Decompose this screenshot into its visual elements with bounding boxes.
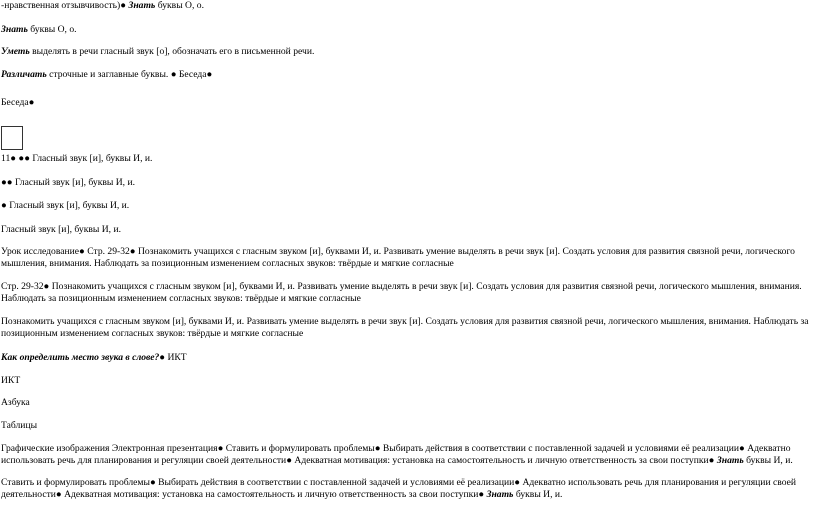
- bold-italic-text: Знать: [486, 488, 514, 500]
- text-paragraph: Урок исследование● Стр. 29-32● Познакомить учащихся с гласным звуком [и], буквами И, и. Развивать умение выделять в речи звук [и]. Создать условия для развития связной речи, логического мышления, внимания. Наблюдать за позиционным изменением согласных звуков: твёрдые и мягкие согласные: [1, 246, 795, 269]
- text-line: [1, 352, 187, 364]
- bold-italic-text: Уметь: [1, 46, 30, 57]
- text: Графические изображения Электронная презентация● Ставить и формулировать проблемы● Выбирать действия в соответствии с поставленной задачей и условиями её реализации● Адекватно использовать речь для планирования и регуляции своей деятельности● Адекватная мотивация: установка на самостоятельность и личную ответственность за свои поступки●: [1, 443, 791, 466]
- bold-italic-text: Знать: [128, 0, 156, 11]
- bold-italic-text: Знать: [716, 454, 744, 466]
- text: буквы И, и.: [743, 454, 793, 466]
- text-line: Гласный звук [и], буквы И, и.: [1, 224, 122, 235]
- text-line: [1, 69, 212, 81]
- text-paragraph: Стр. 29-32● Познакомить учащихся с гласным звуком [и], буквами И, и. Развивать умение выделять в речи звук [и]. Создать условия для развития связной речи, логического мышления, внимания. Наблюдать за позиционным изменением согласных звуков: твёрдые и мягкие согласные: [1, 281, 802, 304]
- text-line: ●● Гласный звук [и], буквы И, и.: [1, 177, 136, 188]
- text: буквы И, и.: [513, 488, 563, 500]
- text-line: Беседа●: [1, 97, 35, 108]
- text-line: ИКТ: [1, 375, 21, 386]
- text-line: ● Гласный звук [и], буквы И, и.: [1, 200, 130, 211]
- text: строчные и заглавные буквы. ● Беседа●: [46, 69, 213, 80]
- text-line: 11● ●● Гласный звук [и], буквы И, и.: [1, 153, 153, 164]
- text-line: Таблицы: [1, 420, 38, 431]
- text-line: [1, 46, 314, 58]
- text-paragraph: Познакомить учащихся с гласным звуком [и], буквами И, и. Развивать умение выделять в речи звук [и]. Создать условия для развития связной речи, логического мышления, внимания. Наблюдать за позиционным изменением согласных звуков: твёрдые и мягкие согласные: [1, 316, 809, 339]
- empty-frame: [1, 126, 23, 150]
- text-line: Азбука: [1, 397, 30, 408]
- text: буквы О, о.: [27, 24, 77, 35]
- text-line: [1, 24, 77, 36]
- bold-italic-text: Как определить место звука в слове?●: [1, 352, 166, 363]
- text: ИКТ: [165, 352, 187, 363]
- text-paragraph: [1, 477, 813, 500]
- bold-italic-text: Различать: [1, 69, 47, 80]
- text-line: [1, 0, 204, 12]
- text: Ставить и формулировать проблемы● Выбирать действия в соответствии с поставленной задачей и условиями её реализации● Адекватно использовать речь для планирования и регуляции своей деятельности● Адекватная мотивация: установка на самостоятельность и личную ответственность за свои поступки●: [1, 477, 797, 500]
- text-paragraph: [1, 443, 813, 466]
- bold-italic-text: Знать: [1, 24, 28, 35]
- text: буквы О, о.: [155, 0, 204, 11]
- text: -нравственная отзывчивость)●: [1, 0, 129, 11]
- text: выделять в речи гласный звук [о], обозначать его в письменной речи.: [29, 46, 315, 57]
